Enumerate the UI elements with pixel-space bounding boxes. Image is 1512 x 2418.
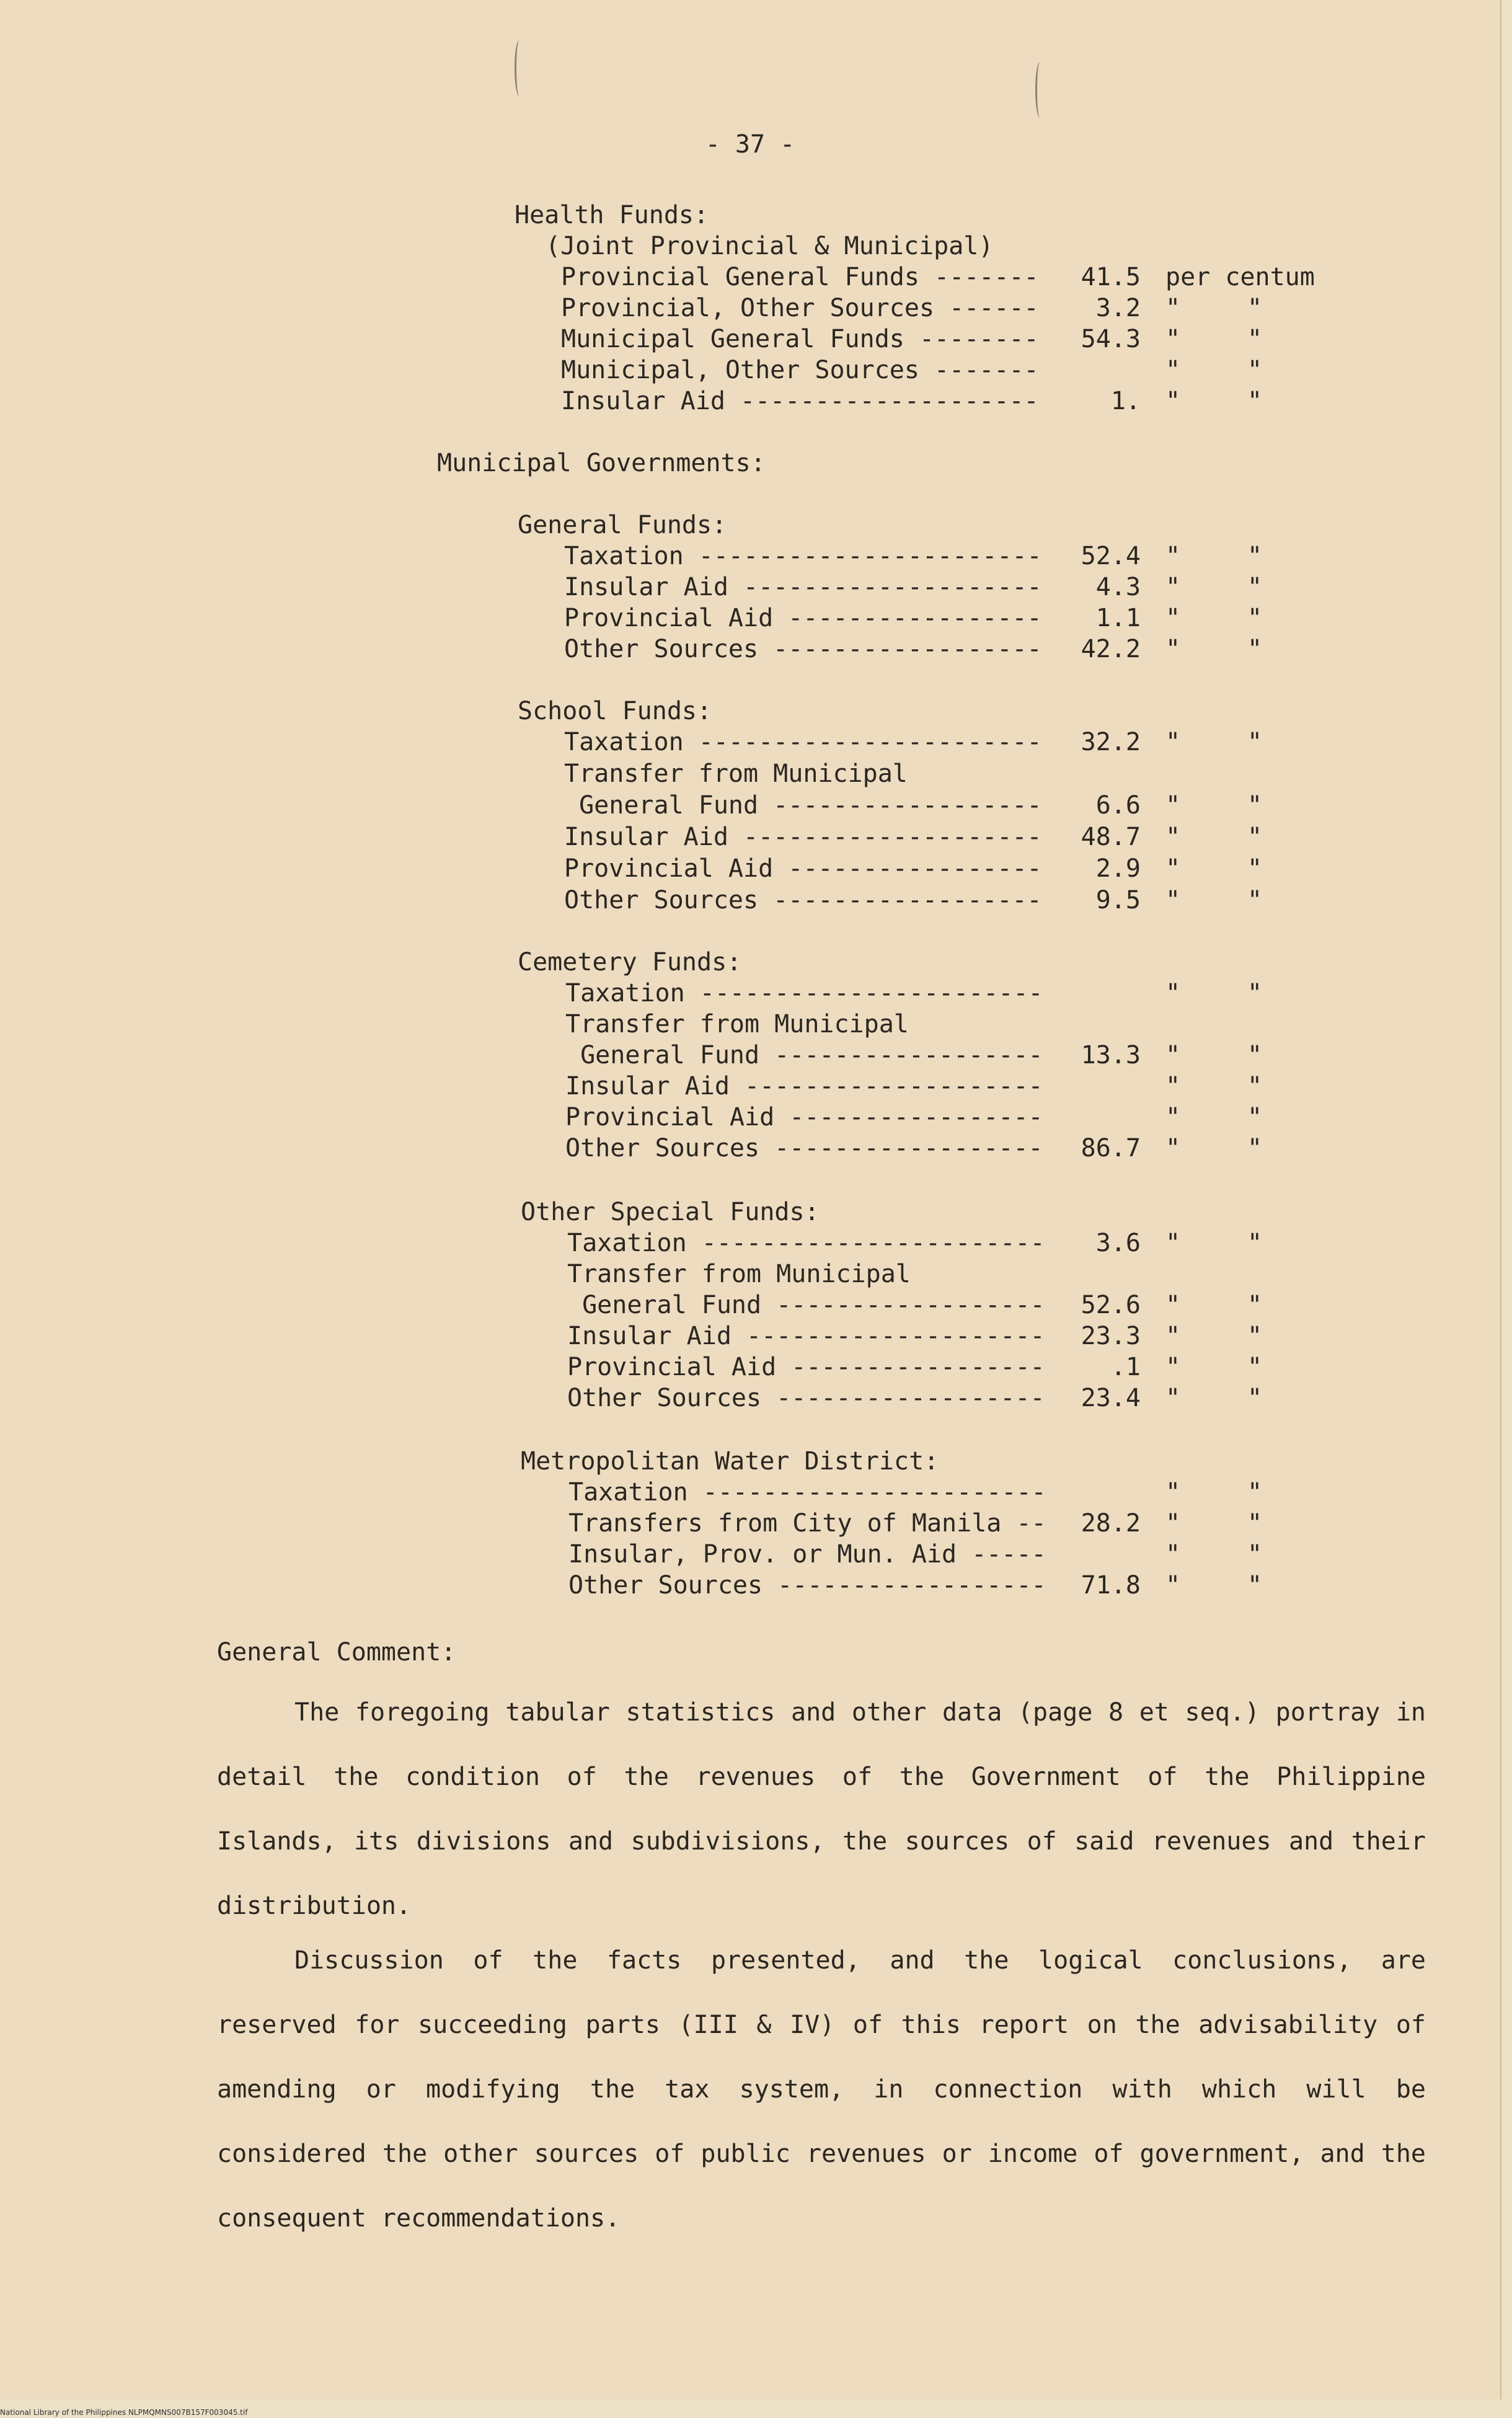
row-label: Other Sources ------------------: [564, 886, 1042, 914]
row-unit: ": [1165, 1072, 1181, 1100]
row-unit: ": [1165, 1509, 1181, 1538]
row-unit: ": [1165, 542, 1181, 570]
row-label: Insular, Prov. or Mun. Aid -----: [568, 1540, 1046, 1569]
row-value: 71.8: [1081, 1571, 1141, 1600]
row-unit: ": [1165, 1322, 1181, 1350]
row-unit: ": [1165, 1478, 1181, 1507]
row-unit-ditto: ": [1247, 1229, 1263, 1257]
row-unit-ditto: ": [1247, 1353, 1263, 1381]
table-row: [0, 603, 1488, 634]
row-unit-ditto: ": [1247, 1478, 1263, 1507]
row-label: Provincial Aid -----------------: [567, 1353, 1045, 1381]
row-unit: ": [1165, 387, 1181, 415]
row-value: 2.9: [1095, 854, 1141, 883]
table-row: [0, 262, 1488, 293]
table-row: [0, 541, 1488, 572]
table-row: [0, 1477, 1488, 1508]
row-unit: per centum: [1165, 263, 1315, 291]
row-value: 52.4: [1081, 542, 1141, 570]
row-label: Insular Aid --------------------: [567, 1322, 1045, 1350]
table-row: [0, 1228, 1488, 1259]
row-unit: ": [1165, 573, 1181, 601]
row-unit-ditto: ": [1247, 886, 1263, 914]
row-unit-ditto: ": [1247, 387, 1263, 415]
row-label: Other Sources ------------------: [568, 1571, 1046, 1600]
row-unit: ": [1165, 604, 1181, 632]
row-value: 54.3: [1081, 325, 1141, 353]
row-label: Provincial Aid -----------------: [564, 854, 1042, 883]
row-value: 9.5: [1095, 886, 1141, 914]
section-heading: Metropolitan Water District:: [521, 1447, 939, 1476]
footer-caption: National Library of the Philippines NLPMQMNS007B157F003045.tif: [0, 2408, 248, 2417]
section-heading: General Funds:: [518, 511, 727, 539]
table-row: [0, 758, 1488, 789]
row-unit-ditto: ": [1247, 1322, 1263, 1350]
row-unit: ": [1165, 823, 1181, 851]
row-label: Other Sources ------------------: [567, 1384, 1045, 1412]
row-label: Municipal, Other Sources -------: [561, 356, 1039, 384]
row-unit-ditto: ": [1247, 823, 1263, 851]
row-unit-ditto: ": [1247, 1134, 1263, 1162]
row-unit: ": [1165, 1134, 1181, 1162]
table-row: [0, 1071, 1488, 1102]
row-unit: ": [1165, 791, 1181, 820]
general-comment-heading: General Comment:: [217, 1638, 456, 1667]
row-unit: ": [1165, 1384, 1181, 1412]
row-label: Provincial Aid -----------------: [564, 604, 1042, 632]
section-heading: School Funds:: [518, 697, 712, 725]
row-value: 42.2: [1081, 635, 1141, 663]
paragraph: Discussion of the facts presented, and the logical conclusions, are reserved for succeeding parts (III & IV) of this report on the advisability of amending or modifying the tax system, in connection with which will be considered the other sources of public revenues or income of government, and the consequent recommendations.: [217, 1946, 1426, 2233]
table-row: [0, 1321, 1488, 1352]
row-unit-ditto: ": [1247, 728, 1263, 756]
table-row: [0, 1539, 1488, 1570]
row-unit-ditto: ": [1247, 1291, 1263, 1319]
row-unit-ditto: ": [1247, 573, 1263, 601]
section-heading: Municipal Governments:: [437, 449, 766, 477]
row-unit-ditto: ": [1247, 1041, 1263, 1070]
section-heading: Health Funds:: [515, 201, 709, 229]
section-heading: Cemetery Funds:: [518, 948, 742, 976]
row-label: Transfer from Municipal: [565, 1010, 909, 1038]
row-label: Municipal General Funds --------: [561, 325, 1039, 353]
row-unit-ditto: ": [1247, 1540, 1263, 1569]
row-unit-ditto: ": [1247, 325, 1263, 353]
row-label: General Fund ------------------: [564, 791, 1042, 820]
table-row: [0, 1508, 1488, 1539]
row-value: 1.: [1110, 387, 1141, 415]
row-unit-ditto: ": [1247, 356, 1263, 384]
row-unit-ditto: ": [1247, 294, 1263, 322]
row-unit: ": [1165, 728, 1181, 756]
row-unit: ": [1165, 635, 1181, 663]
row-unit: ": [1165, 1041, 1181, 1070]
row-value: 41.5: [1081, 263, 1141, 291]
row-label: Taxation -----------------------: [564, 728, 1042, 756]
row-value: 3.6: [1095, 1229, 1141, 1257]
row-unit-ditto: ": [1247, 791, 1263, 820]
table-row: [0, 386, 1488, 417]
row-value: 86.7: [1081, 1134, 1141, 1162]
row-value: 6.6: [1095, 791, 1141, 820]
row-unit: ": [1165, 1229, 1181, 1257]
row-value: 4.3: [1095, 573, 1141, 601]
row-value: 1.1: [1095, 604, 1141, 632]
table-row: [0, 324, 1488, 355]
row-label: Other Sources ------------------: [565, 1134, 1043, 1162]
table-row: [0, 1290, 1488, 1321]
row-unit: ": [1165, 1291, 1181, 1319]
row-value: 32.2: [1081, 728, 1141, 756]
row-label: Transfer from Municipal: [564, 760, 908, 788]
row-unit-ditto: ": [1247, 604, 1263, 632]
row-label: Insular Aid --------------------: [564, 823, 1042, 851]
row-unit-ditto: ": [1247, 1384, 1263, 1412]
page-number: - 37 -: [705, 130, 795, 159]
row-unit: ": [1165, 886, 1181, 914]
row-value: .1: [1110, 1353, 1141, 1381]
row-label: Taxation -----------------------: [565, 979, 1043, 1008]
table-row: [0, 355, 1488, 386]
row-label: Provincial, Other Sources ------: [561, 294, 1039, 322]
staple-hole-left: [515, 40, 524, 96]
row-label: Taxation -----------------------: [567, 1229, 1045, 1257]
table-row: [0, 1570, 1488, 1601]
row-label: General Fund ------------------: [565, 1041, 1043, 1070]
row-unit: ": [1165, 1353, 1181, 1381]
table-row: [0, 1352, 1488, 1383]
row-label: Provincial General Funds -------: [561, 263, 1039, 291]
row-label: Taxation -----------------------: [568, 1478, 1046, 1507]
row-unit: ": [1165, 1103, 1181, 1132]
row-unit: ": [1165, 294, 1181, 322]
table-row: [0, 822, 1488, 852]
row-unit-ditto: ": [1247, 542, 1263, 570]
table-row: [0, 727, 1488, 758]
row-label: Insular Aid --------------------: [561, 387, 1039, 415]
row-label: Transfers from City of Manila --: [568, 1509, 1046, 1538]
table-row: [0, 1040, 1488, 1071]
row-label: Transfer from Municipal: [567, 1260, 911, 1288]
table-row: [0, 293, 1488, 324]
table-row: [0, 1133, 1488, 1164]
row-unit: ": [1165, 356, 1181, 384]
row-unit-ditto: ": [1247, 635, 1263, 663]
row-value: 13.3: [1081, 1041, 1141, 1070]
row-unit: ": [1165, 325, 1181, 353]
table-row: [0, 790, 1488, 821]
row-unit: ": [1165, 854, 1181, 883]
row-unit: ": [1165, 1571, 1181, 1600]
row-label: Insular Aid --------------------: [565, 1072, 1043, 1100]
row-value: 3.2: [1095, 294, 1141, 322]
row-label: General Fund ------------------: [567, 1291, 1045, 1319]
table-row: [0, 885, 1488, 916]
section-heading: Other Special Funds:: [521, 1198, 820, 1226]
row-unit: ": [1165, 1540, 1181, 1569]
row-label: Other Sources ------------------: [564, 635, 1042, 663]
table-row: [0, 1009, 1488, 1040]
table-row: [0, 634, 1488, 665]
table-row: [0, 978, 1488, 1009]
row-value: 23.4: [1081, 1384, 1141, 1412]
row-value: 52.6: [1081, 1291, 1141, 1319]
paragraph: The foregoing tabular statistics and other data (page 8 et seq.) portray in detail the condition of the revenues of the Government of the Philippine Islands, its divisions and subdivisions, the sources of said revenues and their distribution.: [217, 1698, 1426, 1920]
row-unit-ditto: ": [1247, 1571, 1263, 1600]
row-value: 28.2: [1081, 1509, 1141, 1538]
row-label: Taxation -----------------------: [564, 542, 1042, 570]
row-value: 48.7: [1081, 823, 1141, 851]
row-label: Insular Aid --------------------: [564, 573, 1042, 601]
staple-hole-right: [1035, 62, 1045, 118]
table-row: [0, 572, 1488, 603]
table-row: [0, 1259, 1488, 1290]
row-unit-ditto: ": [1247, 1072, 1263, 1100]
table-row: [0, 1102, 1488, 1133]
row-unit: ": [1165, 979, 1181, 1008]
row-value: 23.3: [1081, 1322, 1141, 1350]
table-row: [0, 853, 1488, 884]
row-unit-ditto: ": [1247, 854, 1263, 883]
row-unit-ditto: ": [1247, 979, 1263, 1008]
table-row: [0, 1383, 1488, 1414]
row-unit-ditto: ": [1247, 1509, 1263, 1538]
section-subheading: (Joint Provincial & Municipal): [546, 232, 994, 260]
row-unit-ditto: ": [1247, 1103, 1263, 1132]
row-label: Provincial Aid -----------------: [565, 1103, 1043, 1132]
